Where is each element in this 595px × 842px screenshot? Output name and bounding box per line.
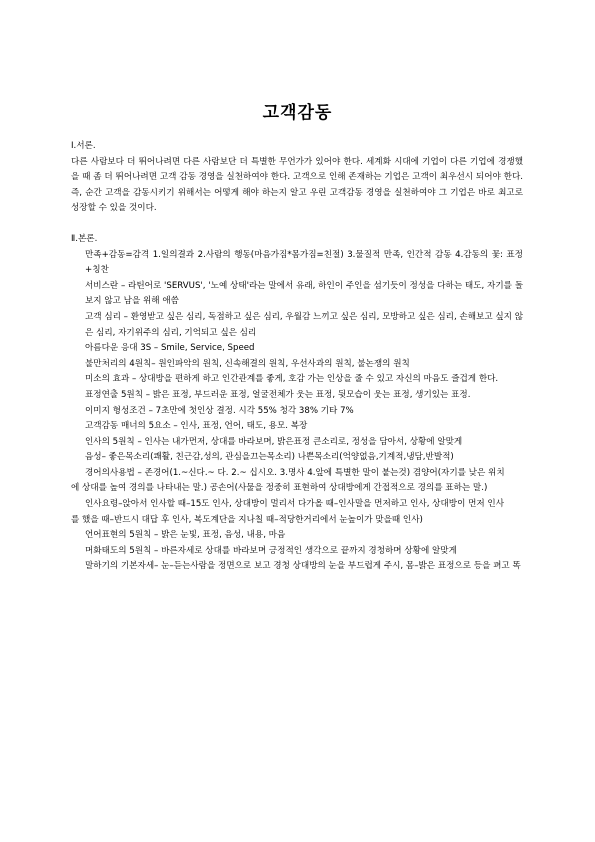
body-paragraph: 불만처리의 4원칙– 원인파악의 원칙, 신속해결의 원칙, 우선사과의 원칙, 불논쟁의 원칙 xyxy=(85,358,410,369)
body-paragraph: 표정연출 5원칙 – 밝은 표정, 부드러운 표정, 얼굴전체가 웃는 표정, 뒷모습이 웃는 표정, 생기있는 표정. xyxy=(85,389,471,400)
body-paragraph: 고객감동 매너의 5요소 – 인사, 표정, 언어, 태도, 용모. 복장 xyxy=(85,421,308,432)
body-paragraph: 서비스란 – 라틴어로 'SERVUS', '노예 상태'라는 말에서 유래, 하인이 주인을 섬기듯이 정성을 다하는 태도, 자기를 돌보지 않고 남을 위해 애씀 xyxy=(85,280,523,307)
body-paragraph: 머화태도의 5원칙 – 바른자세로 상대를 바라보며 긍정적인 생각으로 끝까지 경청하며 상황에 알맞게 xyxy=(85,545,457,556)
body-paragraph: 만족+감동=감격 1.일의결과 2.사람의 행동(마음가짐*몸가짐=친절) 3.물질적 만족, 인간적 감동 4.감동의 꽃: 표정+칭찬 xyxy=(85,249,523,276)
body-paragraph: 언어표현의 5원칙 – 밝은 눈빛, 표정, 음성, 내용, 마음 xyxy=(85,530,286,541)
intro-heading: Ⅰ.서론. xyxy=(71,141,96,151)
intro-paragraph: 다른 사람보다 더 뛰어나려면 다른 사람보단 더 특별한 무언가가 있어야 한다. 세계화 시대에 기업이 다른 기업에 경쟁했을 때 좀 더 뛰어나려면 고객 감동 경영을 실천하여야 한다. 고객으로 인해 존재하는 기업은 고객이 최우선시 되어야 한다. 즉, 순간 고객을 감동시키기 위해서는 어떻게 해야 하는지 알고 우린 고객감동 경영을 실천하여야 그 기업은 바로 최고로 성장할 수 있을 것이다. xyxy=(71,156,523,214)
body-paragraph: 이미지 형성조건 – 7초만에 첫인상 결정. 시각 55% 청각 38% 기타 7% xyxy=(85,405,354,416)
body-paragraph: 말하기의 기본자세– 눈–듣는사람을 정면으로 보고 경청 상대방의 눈을 부드럽게 주시, 몸–밝은 표정으로 등을 펴고 똑 xyxy=(85,561,521,572)
body-paragraph: 인사의 5원칙 – 인사는 내가먼저, 상대를 바라보며, 밝은표정 큰소리로, 정성을 담아서, 상황에 알맞게 xyxy=(85,436,463,447)
body-paragraph: 미소의 효과 – 상대방을 편하게 하고 인간관계를 좋게, 호감 가는 인상을 줄 수 있고 자신의 마음도 즐겁게 한다. xyxy=(85,374,499,385)
body-paragraph: 음성– 좋은목소리(쾌활, 친근감,성의, 관심을끄는목소리) 나쁜목소리(억양없음,기계적,냉담,반발적) xyxy=(85,452,454,463)
body-paragraph: 아름다운 응대 3S – Smile, Service, Speed xyxy=(85,343,255,354)
body-paragraph: 에 상대를 높여 경의를 나타내는 말.) 공손어(사물을 정중히 표현하여 상대방에게 간접적으로 경의를 표하는 말.) xyxy=(71,483,488,494)
document-title: 고객감동 xyxy=(262,103,333,123)
body-paragraph: 인사요령–앉아서 인사할 때–15도 인사, 상대방이 멀리서 다가올 때–인사말을 먼저하고 인사, 상대방이 먼저 인사 xyxy=(85,499,505,510)
body-paragraph: 경어의사용법 – 존경어(1.~신다.~ 다. 2.~ 십시오. 3.명사 4.앞에 특별한 말이 붙는것) 겸양어(자기를 낮은 위치 xyxy=(85,467,505,478)
body-paragraph: 를 했을 때–반드시 대답 후 인사, 복도계단을 지나칠 때–적당한거리에서 눈높이가 맞을때 인사) xyxy=(71,514,423,525)
body-heading: Ⅱ.본론. xyxy=(71,233,98,244)
body-paragraph: 고객 심리 – 환영받고 싶은 심리, 독점하고 싶은 심리, 우월감 느끼고 싶은 심리, 모방하고 싶은 심리, 손해보고 싶지 않은 심리, 자기위주의 심리, 기억되고 싶은 심리 xyxy=(85,311,523,338)
document-body xyxy=(71,139,523,575)
section-gap xyxy=(71,217,523,232)
